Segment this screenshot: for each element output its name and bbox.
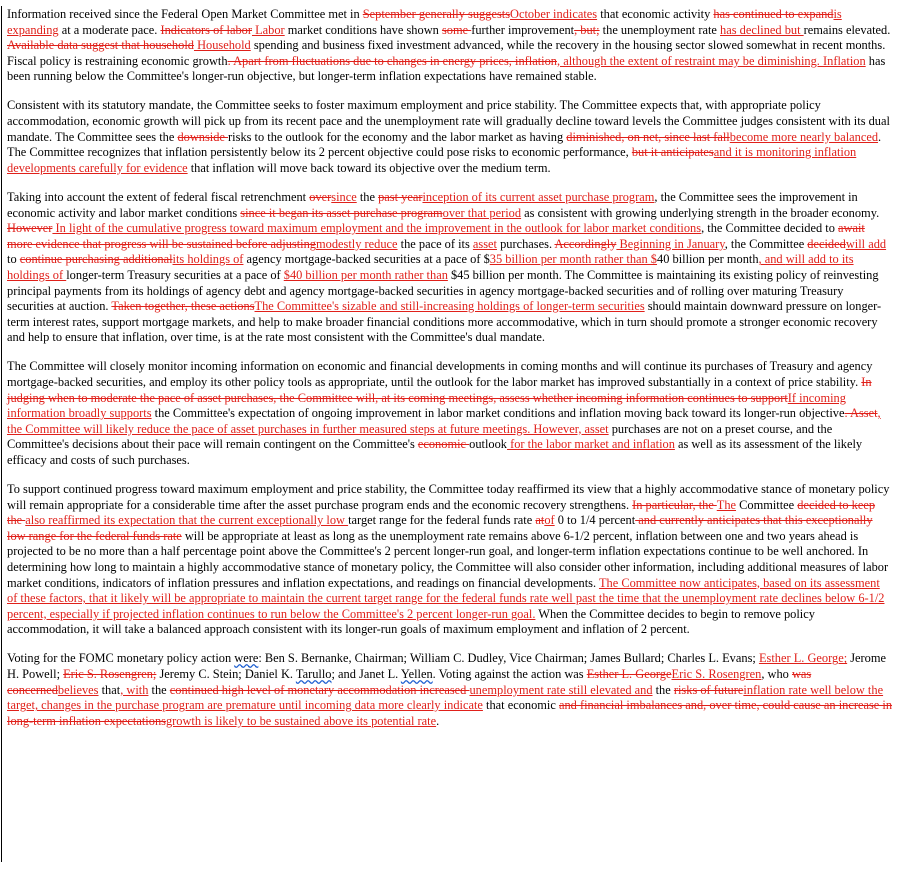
body-text: should maintain downward pressure on longer-term interest rates, support mortgage markets, and help to make broader financial conditions more accommodative, which in turn should promote a stronger economic recovery and help to ensure that inflation, over time, is at the rate most consistent with the Committee's dual mandate. [7, 299, 882, 345]
deleted-text: and financial imbalances and, over time, could cause an increase in long-term inflation expectations [7, 698, 893, 728]
body-text: When the Committee decides to begin to remove policy accommodation, it will take a balanced approach consistent with its longer-run goals of maximum employment and inflation of 2 percent. [7, 606, 815, 637]
inserted-text: also reaffirmed its expectation that the current exceptionally low [25, 513, 349, 528]
paragraph-asset-purchases [7, 190, 893, 346]
inserted-text: its holdings of [172, 252, 244, 267]
body-text: the [652, 682, 674, 697]
body-text: : Ben S. Bernanke, Chairman; William C. Dudley, Vice Chairman; James Bullard; Charles L. Evans; [258, 651, 759, 666]
inserted-text: asset [472, 236, 497, 251]
paragraph-purchase-outlook [7, 359, 893, 468]
body-text: purchases. [497, 236, 555, 251]
inserted-text: will add to its holdings of [7, 252, 854, 282]
inserted-text: for the labor market and inflation [507, 437, 675, 452]
body-text: that economic [482, 698, 559, 713]
paragraph-voting [7, 651, 893, 729]
body-text: Committee [736, 497, 798, 512]
deleted-text: over [309, 189, 332, 204]
body-text: risks to the outlook for the economy and the labor market as having [228, 129, 567, 144]
change-bar-bottom [1, 556, 2, 862]
inserted-text: unemployment rate still elevated and [469, 682, 653, 697]
inserted-text: over that period [442, 205, 522, 220]
inserted-text: $40 billion per month rather than [283, 267, 448, 282]
deleted-text: at [535, 513, 545, 528]
inserted-text: is expanding [7, 7, 842, 37]
inserted-text: Household [193, 38, 251, 53]
body-text: that [98, 682, 121, 697]
body-text: The Committee will closely monitor incoming information on economic and financial developments in coming months and will continue its purchases of Treasury and agency mortgage-backed securities, and employ its other policy tools as appropriate, until the outlook for the labor market has improved substantially in a context of price stability. [7, 359, 873, 389]
body-text: 0 to 1/4 percent [554, 513, 636, 528]
deleted-text: but it anticipates [631, 145, 714, 160]
body-text: market conditions have shown [284, 22, 442, 37]
inserted-text: In light of the cumulative progress toward maximum employment and the improvement in the outlook for labor market conditions [52, 221, 702, 236]
inserted-text: of [544, 513, 555, 528]
inserted-text: The Committee now anticipates, based on its assessment of these factors, that it likely will be appropriate to maintain the current target range for the federal funds rate well past the time that the unemployment rate declines below 6-1/2 percent, especially if projected inflation continues to run below the Committee's 2 percent longer-run goal. [7, 575, 885, 621]
inserted-text: Beginning in January [616, 236, 725, 251]
deleted-text: risks of future [673, 682, 744, 697]
deleted-text: was concerned [7, 667, 812, 697]
deleted-text: Available data suggest that household [7, 38, 194, 53]
body-text: will be appropriate at least as long as the unemployment rate remains above 6-1/2 percent, inflation between one and two years ahead is projected to be no more than a half percentage point above the Committee's 2 percent longer-run goal, and longer-term inflation expectations continue to be well anchored. In determining how long to maintain a highly accommodative stance of monetary policy, the Committee will also consider other information, including additional measures of labor market conditions, indicators of inflation pressures and inflation expectations, and readings on financial developments. [7, 528, 889, 590]
deleted-text: continued high level of monetary accommodation increased [169, 682, 470, 697]
body-text: Consistent with its statutory mandate, the Committee seeks to foster maximum employment and price stability. The Committee expects that, with appropriate policy accommodation, economic growth will pick up from its recent pace and the unemployment rate will gradually decline toward levels the Committee judges consistent with its dual mandate. The Committee sees the [7, 98, 890, 144]
inserted-text: , the Committee will likely reduce the pace of asset purchases in further measured steps at future meetings. However, asset [7, 406, 881, 436]
body-text: Jerome H. Powell; [7, 651, 887, 682]
spellcheck-flagged-text: were [234, 651, 259, 666]
body-text: the [356, 189, 379, 204]
deleted-text: In particular, the [632, 497, 717, 512]
deleted-text: September generally suggests [362, 7, 511, 21]
body-text: Jeremy C. Stein; Daniel K. [156, 667, 296, 682]
paragraph-mandate-and-risks [7, 98, 893, 176]
deleted-text: Indicators of labor [160, 22, 252, 37]
body-text: spending and business fixed investment advanced, while the recovery in the housing sector slowed somewhat in recent months. Fiscal policy is restraining economic growth [7, 38, 886, 68]
inserted-text: since [331, 189, 357, 204]
body-text: . [436, 713, 440, 728]
inserted-text: Esther L. George; [758, 651, 848, 666]
deleted-text: some [441, 22, 472, 37]
body-text: , the Committee decided to [701, 221, 839, 236]
deleted-text: has continued to expand [713, 7, 834, 21]
body-text: further improvement [471, 22, 575, 37]
body-text: the Committee's expectation of ongoing improvement in labor market conditions and inflation moving back toward its longer-run objective [151, 406, 845, 421]
deleted-text: However [7, 221, 53, 236]
body-text: to [7, 252, 20, 267]
body-text: , who [761, 667, 792, 682]
deleted-text: await more evidence that progress will be sustained before adjusting [7, 221, 865, 251]
body-text: purchases are not on a preset course, and the Committee's decisions about their pace will remain contingent on the Committee's [7, 421, 833, 452]
deleted-text: past year [378, 189, 423, 204]
change-bar-middle [1, 236, 2, 556]
fomc-statement-redline [7, 7, 893, 743]
inserted-text: become more nearly balanced [729, 129, 879, 144]
deleted-text: downside [177, 129, 229, 144]
deleted-text: continue purchasing additional [19, 252, 173, 267]
body-text: Taking into account the extent of federal fiscal retrenchment [7, 189, 310, 204]
deleted-text: . Apart from fluctuations due to changes in energy prices, inflation [227, 53, 557, 68]
deleted-text: Accordingly [554, 236, 617, 251]
deleted-text: Taken together, these actions [111, 299, 255, 314]
body-text: remains elevated. [803, 22, 891, 37]
deleted-text: In judging when to moderate the pace of asset purchases, the Committee will, at its coming meetings, assess whether incoming information continues to support [7, 374, 872, 405]
inserted-text: The [716, 497, 737, 512]
body-text: ; and Janet L. [331, 667, 401, 682]
deleted-text: . Asset [844, 406, 878, 421]
inserted-text: October indicates [510, 7, 598, 21]
inserted-text: Eric S. Rosengren [671, 667, 762, 682]
body-text: as consistent with growing underlying strength in the broader economy. [521, 205, 880, 220]
inserted-text: has declined but [720, 22, 804, 37]
body-text: target range for the federal funds rate [348, 513, 536, 528]
body-text: . Voting against the action was [432, 667, 587, 682]
inserted-text: growth is likely to be sustained above its potential rate [165, 713, 437, 728]
inserted-text: 35 billion per month rather than $ [489, 252, 658, 267]
inserted-text: inflation rate well below the target, changes in the purchase program are premature until incoming data more clearly indicate [7, 682, 884, 713]
body-text: the [148, 682, 170, 697]
body-text: as well as its assessment of the likely efficacy and costs of such purchases. [7, 437, 863, 467]
inserted-text: If incoming information broadly supports [7, 390, 846, 421]
body-text: Voting for the FOMC monetary policy action [7, 651, 235, 666]
paragraph-forward-guidance [7, 482, 893, 638]
inserted-text: believes [57, 682, 99, 697]
body-text: that economic activity [597, 7, 714, 21]
inserted-text: Labor [251, 22, 285, 37]
inserted-text: , although the extent of restraint may be diminishing. Inflation [557, 53, 866, 68]
deleted-text: since it began its asset purchase program [240, 205, 443, 220]
body-text: has been running below the Committee's longer-run objective, but longer-term inflation expectations have remained stable. [7, 53, 886, 84]
deleted-text: economic [417, 437, 470, 452]
spellcheck-flagged-text: Tarullo [295, 667, 332, 682]
body-text: To support continued progress toward maximum employment and price stability, the Committee today reaffirmed its view that a highly accommodative stance of monetary policy will remain appropriate for a considerable time after the asset purchase program ends and the economic recovery strengthens. [7, 482, 890, 512]
change-bar-top [1, 6, 2, 236]
deleted-text: , but; [574, 22, 600, 37]
body-text: , the Committee [724, 236, 808, 251]
body-text: 40 billion per month [657, 252, 759, 267]
body-text: the pace of its [397, 236, 473, 251]
body-text: , the Committee sees the improvement in economic activity and labor market conditions [7, 189, 858, 220]
inserted-text: and it is monitoring inflation developments carefully for evidence [7, 145, 857, 175]
body-text: that inflation will move back toward its objective over the medium term. [187, 160, 551, 175]
body-text: longer-term Treasury securities at a pace of [66, 267, 284, 282]
body-text: $45 billion per month. The Committee is maintaining its existing policy of reinvesting principal payments from its holdings of agency debt and agency mortgage-backed securities in agency mortgage-backed securities and of rolling over maturing Treasury securities at auction. [7, 267, 879, 314]
body-text: at a moderate pace. [58, 22, 161, 37]
inserted-text: , with [120, 682, 149, 697]
deleted-text: Esther L. George [586, 667, 672, 682]
paragraph-economic-conditions [7, 7, 893, 85]
inserted-text: , and [758, 252, 786, 267]
deleted-text: Eric S. Rosengren; [63, 667, 157, 682]
body-text: outlook [469, 437, 507, 452]
inserted-text: inception of its current asset purchase program [422, 189, 655, 204]
inserted-text: will add [845, 236, 887, 251]
body-text: Information received since the Federal Open Market Committee met in [7, 7, 363, 21]
inserted-text: The Committee's sizable and still-increasing holdings of longer-term securities [254, 299, 645, 314]
deleted-text: decided [807, 236, 846, 251]
deleted-text: and currently anticipates that this exceptionally low range for the federal funds rate [7, 513, 873, 543]
spellcheck-flagged-text: Yellen [400, 667, 433, 682]
deleted-text: decided to keep the [7, 497, 876, 528]
body-text: agency mortgage-backed securities at a pace of $ [243, 252, 490, 267]
inserted-text: modestly reduce [316, 236, 398, 251]
body-text: . The Committee recognizes that inflation persistently below its 2 percent objective could pose risks to economic performance, [7, 129, 882, 160]
deleted-text: diminished, on net, since last fall [566, 129, 730, 144]
body-text: the unemployment rate [599, 22, 721, 37]
